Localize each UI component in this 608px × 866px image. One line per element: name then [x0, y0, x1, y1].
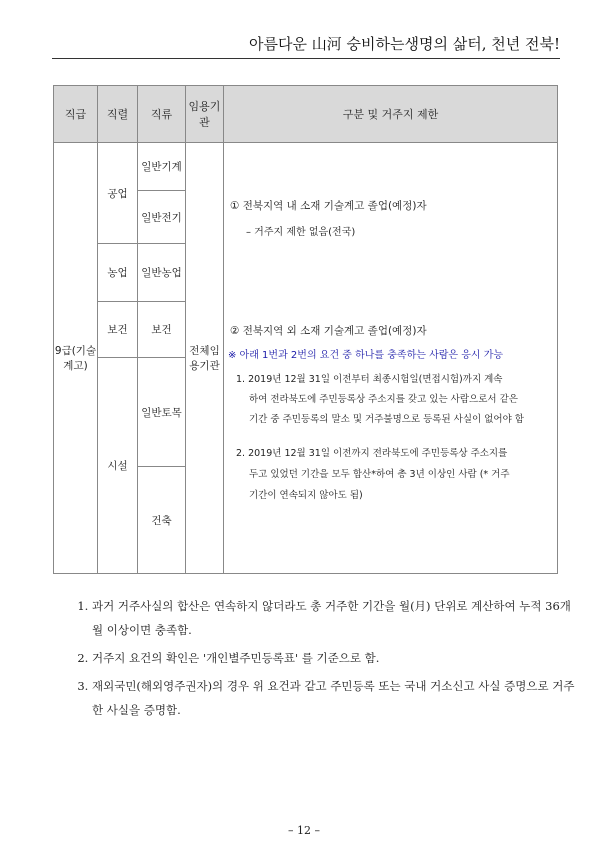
cond2-line1: 2. 2019년 12월 31일 이전까지 전라북도에 주민등록상 주소지를 [236, 448, 508, 459]
note-item: 3. 재외국민(해외영주권자)의 경우 위 요건과 같고 주민등록 또는 국내 거소신고 사실 증명으로 거주한 사실을 증명함. [92, 674, 578, 722]
grade-cell: 9급(기술계고) [54, 143, 98, 574]
limits-cell [224, 143, 558, 574]
series-cell-facility: 시설 [98, 358, 138, 574]
series-cell-health: 보건 [98, 302, 138, 358]
header-agency: 임용기관 [186, 86, 224, 143]
class-cell: 일반농업 [138, 244, 186, 302]
header-class: 직류 [138, 86, 186, 143]
class-cell: 보건 [138, 302, 186, 358]
page-number: – 12 – [288, 824, 320, 837]
table-header-row [54, 86, 558, 143]
header-rule [52, 58, 560, 59]
table-row [54, 143, 558, 191]
header-series: 직렬 [98, 86, 138, 143]
recruitment-table [53, 85, 558, 574]
limit-item2-title: ② 전북지역 외 소재 기술계고 졸업(예정)자 [230, 325, 427, 337]
header-slogan: 아름다운 山河 숭비하는생명의 삶터, 천년 전북! [249, 35, 560, 53]
cond2-line3: 기간이 연속되지 않아도 됨) [249, 490, 363, 501]
series-cell-agriculture: 농업 [98, 244, 138, 302]
class-cell: 일반전기 [138, 191, 186, 244]
header-grade: 직급 [54, 86, 98, 143]
cond1-line2: 하여 전라북도에 주민등록상 주소지를 갖고 있는 사람으로서 같은 [249, 394, 518, 405]
class-cell: 건축 [138, 467, 186, 574]
notes-list [76, 594, 578, 726]
limit-item1-title: ① 전북지역 내 소재 기술계고 졸업(예정)자 [230, 200, 427, 212]
series-cell-industry: 공업 [98, 143, 138, 244]
limit-item2-note: ※ 아래 1번과 2번의 요건 중 하나를 충족하는 사람은 응시 가능 [228, 350, 504, 361]
note-item: 1. 과거 거주사실의 합산은 연속하지 않더라도 총 거주한 기간을 월(月) 단위로 계산하여 누적 36개월 이상이면 충족함. [92, 594, 578, 642]
cond2-line2: 두고 있었던 기간을 모두 합산*하여 총 3년 이상인 사람 (* 거주 [249, 469, 510, 480]
note-item: 2. 거주지 요건의 확인은 '개인별주민등록표' 를 기준으로 함. [92, 646, 578, 670]
cond1-line3: 기간 중 주민등록의 말소 및 거주불명으로 등록된 사실이 없어야 함 [249, 414, 524, 425]
cond1-line1: 1. 2019년 12월 31일 이전부터 최종시험일(면접시험)까지 계속 [236, 374, 503, 385]
header-limits: 구분 및 거주지 제한 [224, 86, 558, 143]
limit-item1-sub: – 거주지 제한 없음(전국) [246, 227, 356, 238]
agency-cell: 전체임용기관 [186, 143, 224, 574]
class-cell: 일반기계 [138, 143, 186, 191]
class-cell: 일반토목 [138, 358, 186, 467]
